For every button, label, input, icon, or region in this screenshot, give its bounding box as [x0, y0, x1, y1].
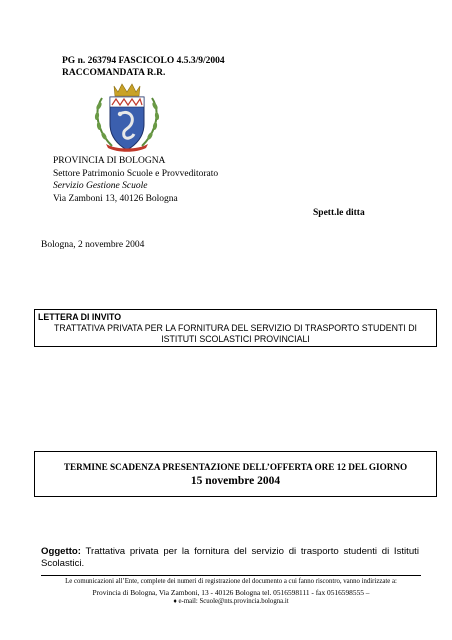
footer-note: Le comunicazioni all’Ente, complete dei numeri di registrazione del documento a cui fanno riscontro, vanno indirizzate a:	[65, 578, 397, 585]
sender-organization: PROVINCIA DI BOLOGNA	[53, 156, 166, 166]
footer-email: ♦ e-mail: Scuole@nts.provincia.bologna.it	[173, 598, 289, 605]
invitation-box	[34, 309, 437, 347]
invitation-subject-line1: TRATTATIVA PRIVATA PER LA FORNITURA DEL SERVIZIO DI TRASPORTO STUDENTI DI	[53, 323, 417, 333]
protocol-number: PG n. 263794 FASCICOLO 4.5.3/9/2004	[62, 56, 225, 66]
invitation-subject-line2: ISTITUTI SCOLASTICI PROVINCIALI	[161, 334, 310, 344]
sender-street: Via Zamboni 13, 40126 Bologna	[53, 193, 178, 204]
deadline-box	[34, 451, 437, 497]
recipient: Spett.le ditta	[313, 208, 365, 218]
footer-divider	[41, 575, 421, 576]
subject-paragraph	[41, 546, 419, 571]
registered-mail-note: RACCOMANDATA R.R.	[62, 68, 166, 78]
deadline-date: 15 novembre 2004	[190, 475, 281, 487]
footer-contacts: Provincia di Bologna, Via Zamboni, 13 - 40126 Bologna tel. 0516598111 - fax 0516598555 –	[92, 588, 370, 597]
invitation-title: LETTERA DI INVITO	[38, 312, 122, 322]
coat-of-arms-logo	[92, 80, 162, 154]
deadline-label: TERMINE SCADENZA PRESENTAZIONE DELL’OFFERTA ORE 12 DEL GIORNO	[63, 462, 408, 472]
sender-service: Servizio Gestione Scuole	[53, 181, 148, 192]
subject-label: Oggetto:	[41, 546, 81, 557]
subject-text: Trattativa privata per la fornitura del servizio di trasporto studenti di Istituti Scolastici.	[41, 546, 419, 570]
sender-address	[53, 155, 218, 205]
protocol-reference	[62, 55, 225, 79]
letter-date: Bologna, 2 novembre 2004	[41, 240, 145, 250]
sender-department: Settore Patrimonio Scuole e Provveditorato	[53, 168, 219, 179]
